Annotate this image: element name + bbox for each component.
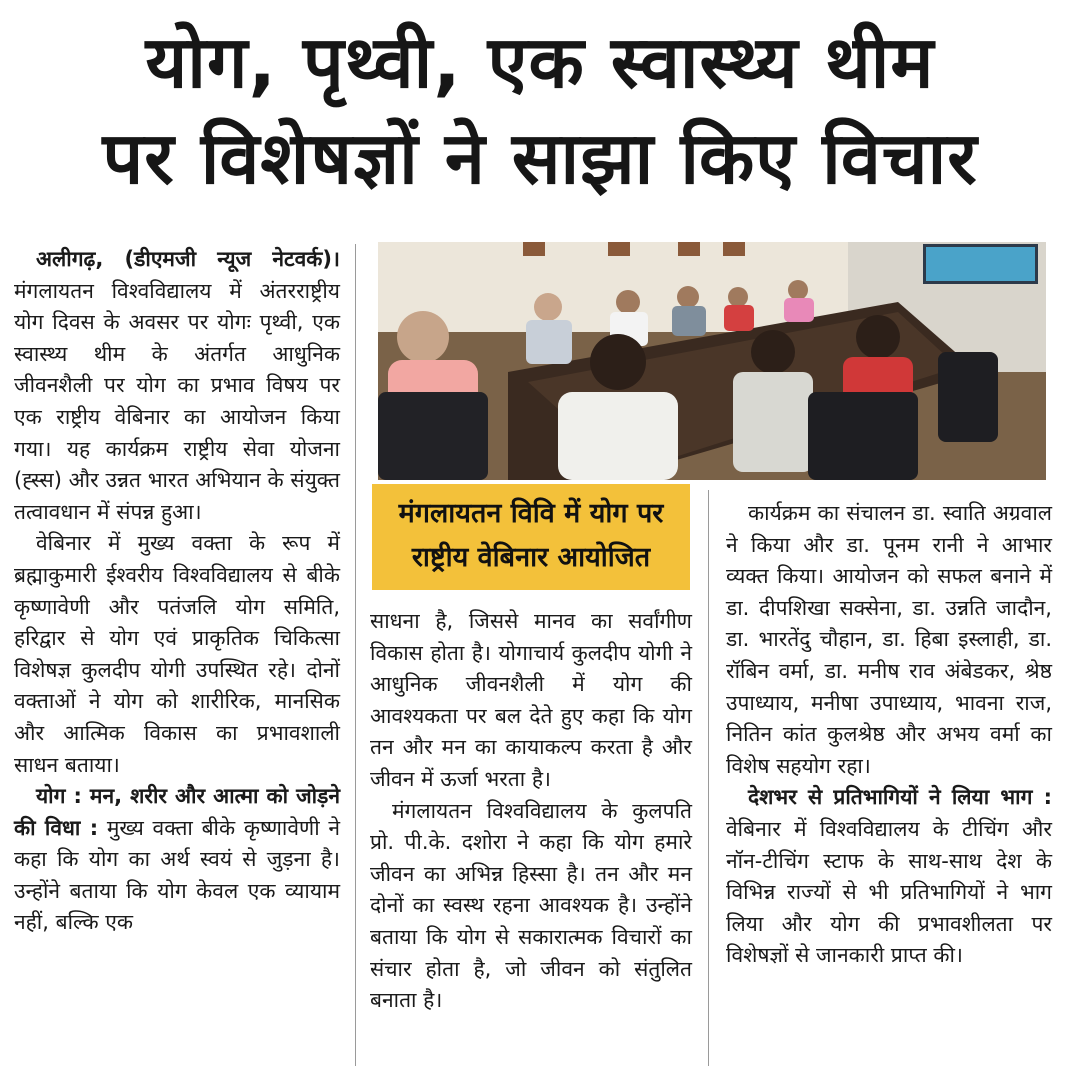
paragraph-6: कार्यक्रम का संचालन डा. स्वाति अग्रवाल ने किया और डा. पूनम रानी ने आभार व्यक्त किया। आयोजन को सफल बनाने में डा. दीपशिखा सक्सेना, डा. उन्नति जादौन, डा. भारतेंदु चौहान, डा. हिबा इस्लाही, डा. रॉबिन वर्मा, डा. मनीष राव अंबेडकर, श्रेष्ठ उपाध्याय, मनीषा उपाध्याय, भावना राज, नितिन कांत कुलश्रेष्ठ और अभय वर्मा का विशेष सहयोग रहा। [726,501,1052,778]
headline-line-1: योग, पृथ्वी, एक स्वास्थ्य थीम [145,20,935,104]
dateline: अलीगढ़, (डीएमजी न्यूज नेटवर्क)। [36,247,340,271]
column-divider-1 [355,244,356,1066]
article-column-2 [370,606,692,1017]
paragraph-1 [14,244,340,528]
article-column-3 [726,498,1052,972]
callout-line-2: राष्ट्रीय वेबिनार आयोजित [411,542,651,573]
paragraph-7 [726,782,1052,972]
news-photo [378,242,1046,480]
subheading-participants: देशभर से प्रतिभागियों ने लिया भाग : [748,785,1052,810]
paragraph-5: मंगलायतन विश्वविद्यालय के कुलपति प्रो. पी.के. दशोरा ने कहा कि योग हमारे जीवन का अभिन्न हिस्सा है। तन और मन दोनों का स्वस्थ रहना आवश्यक है। उन्होंने बताया कि योग से सकारात्मक विचारों का संचार होता है, जो जीवन को संतुलित बनाता है। [370,798,692,1013]
paragraph-3-text: मुख्य वक्ता बीके कृष्णावेणी ने कहा कि योग का अर्थ स्वयं से जुड़ना है। उन्होंने बताया कि योग केवल एक व्यायाम नहीं, बल्कि एक [14,815,340,935]
paragraph-2: वेबिनार में मुख्य वक्ता के रूप में ब्रह्माकुमारी ईश्वरीय विश्वविद्यालय से बीके कृष्णावेणी और पतंजलि योग समिति, हरिद्वार से योग एवं प्राकृतिक चिकित्सा विशेषज्ञ कुलदीप योगी उपस्थित रहे। दोनों वक्ताओं ने योग को शारीरिक, मानसिक और आत्मिक विकास का प्रभावशाली साधन बताया। [14,531,340,777]
headline [0,14,1080,206]
paragraph-3 [14,781,340,939]
paragraph-1-text: मंगलायतन विश्वविद्यालय में अंतरराष्ट्रीय योग दिवस के अवसर पर योगः पृथ्वी, एक स्वास्थ्य थीम के अंतर्गत आधुनिक जीवनशैली पर योग का प्रभाव विषय पर एक राष्ट्रीय वेबिनार का आयोजन किया गया। यह कार्यक्रम राष्ट्रीय सेवा योजना (ह्स्स) और उन्नत भारत अभियान के संयुक्त तत्वावधान में संपन्न हुआ। [14,278,340,524]
callout-line-1: मंगलायतन विवि में योग पर [398,498,664,529]
column-divider-2 [708,490,709,1066]
paragraph-4: साधना है, जिससे मानव का सर्वांगीण विकास होता है। योगाचार्य कुलदीप योगी ने आधुनिक जीवनशैली में योग की आवश्यकता पर बल देते हुए कहा कि योग तन और मन का कायाकल्प करता है और जीवन में ऊर्जा भरता है। [370,609,692,791]
headline-line-2: पर विशेषज्ञों ने साझा किए विचार [102,116,978,200]
meeting-photo-illustration [378,242,1046,480]
subheading-yoga: योग : मन, शरीर और आत्मा को जोड़ने की विधा : [14,784,340,840]
paragraph-7-text: वेबिनार में विश्वविद्यालय के टीचिंग और नॉन-टीचिंग स्टाफ के साथ-साथ देश के विभिन्न राज्यों से भी प्रतिभागियों ने भाग लिया और योग की प्रभावशीलता पर विशेषज्ञों से जानकारी प्राप्त की। [726,816,1052,968]
callout-box [372,484,690,590]
article-column-1 [14,244,340,939]
